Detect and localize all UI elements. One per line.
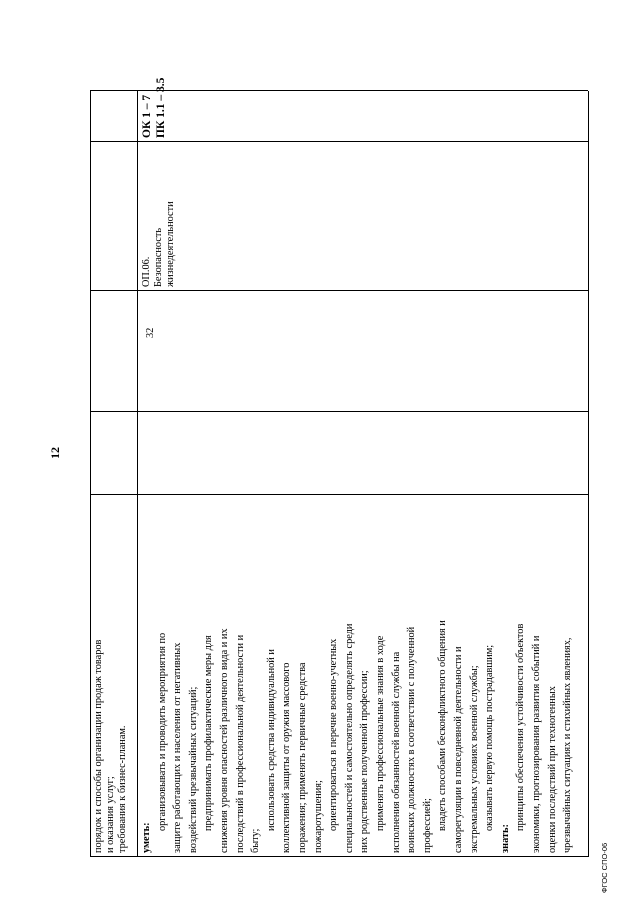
table-col-divider-2 bbox=[90, 411, 588, 412]
discipline-code: ОП.06. bbox=[141, 256, 152, 287]
page-number: 12 bbox=[48, 447, 62, 459]
skills-text-line: саморегуляции в повседневной деятельности и bbox=[453, 646, 464, 853]
footer-standard-label: ФГОС СПО-06 bbox=[600, 842, 609, 893]
skills-text-line: владеть способами бесконфликтного общения и bbox=[437, 620, 449, 831]
skills-text-line: поражения; применять первичные средства bbox=[297, 662, 308, 853]
table-col-divider-1 bbox=[90, 494, 588, 495]
table-border-top bbox=[90, 91, 91, 857]
skills-text-line: воинских должностях в соответствии с полученной bbox=[406, 626, 418, 853]
previous-line-1: порядок и способы организации продаж товаров bbox=[93, 639, 104, 853]
table-col-divider-4 bbox=[90, 141, 588, 142]
skills-text-line: воздействий чрезвычайных ситуаций; bbox=[187, 686, 199, 853]
table-row-divider bbox=[137, 91, 138, 857]
table-border-left bbox=[90, 856, 588, 857]
skills-text-line: последствий в профессиональной деятельности и bbox=[234, 634, 246, 853]
skills-text-line: коллективной защиты от оружия массового bbox=[281, 662, 293, 853]
skills-text-line: быту; bbox=[250, 828, 262, 853]
section-heading: знать: bbox=[499, 824, 511, 853]
skills-knowledge-cell bbox=[141, 497, 586, 853]
table-col-divider-3 bbox=[90, 290, 588, 291]
skills-text-line: использовать средства индивидуальной и bbox=[265, 649, 277, 831]
previous-line-2: и оказания услуг; bbox=[105, 776, 116, 853]
skills-text-line: предпринимать профилактические меры для bbox=[203, 635, 215, 831]
skills-text-line: специальностей и самостоятельно определять среди bbox=[343, 623, 355, 853]
skills-text-line: экономики, прогнозирования развития событий и bbox=[531, 635, 542, 853]
skills-text-line: защите работающих и населения от негативных bbox=[172, 642, 184, 853]
skills-text-line: ориентироваться в перечне военно-учетных bbox=[328, 638, 340, 831]
skills-text-line: снижения уровня опасностей различного вида и их bbox=[219, 628, 230, 853]
skills-text-line: оказывать первую помощь пострадавшим; bbox=[484, 644, 496, 831]
skills-text-line: принципы обеспечения устойчивости объектов bbox=[515, 623, 527, 831]
skills-text-line: экстремальных условиях военной службы; bbox=[468, 665, 480, 853]
skills-text-line: организовывать и проводить мероприятия по bbox=[156, 632, 168, 831]
skills-text-line: профессией; bbox=[421, 798, 433, 853]
hours-value: 32 bbox=[145, 327, 156, 338]
section-heading: уметь: bbox=[141, 822, 152, 853]
table-border-bottom bbox=[588, 91, 589, 857]
previous-line-3: требования к бизнес-планам. bbox=[117, 725, 128, 853]
skills-text-line: оценки последствий при техногенных bbox=[546, 686, 558, 853]
professional-competencies: ПК 1.1 – 3.5 bbox=[155, 77, 167, 138]
skills-text-line: пожаротушения; bbox=[312, 780, 324, 853]
skills-text-line: чрезвычайных ситуациях и стихийных явлениях, bbox=[562, 637, 574, 853]
skills-text-line: применять профессиональные знания в ходе bbox=[375, 635, 386, 831]
general-competencies: ОК 1 – 7 bbox=[141, 94, 153, 138]
discipline-name-line-1: Безопасность bbox=[153, 227, 164, 287]
skills-text-line: исполнения обязанностей военной службы на bbox=[390, 651, 402, 853]
discipline-name-line-2: жизнедеятельности bbox=[165, 201, 176, 287]
skills-text-line: них родственные полученной профессии; bbox=[359, 670, 371, 853]
